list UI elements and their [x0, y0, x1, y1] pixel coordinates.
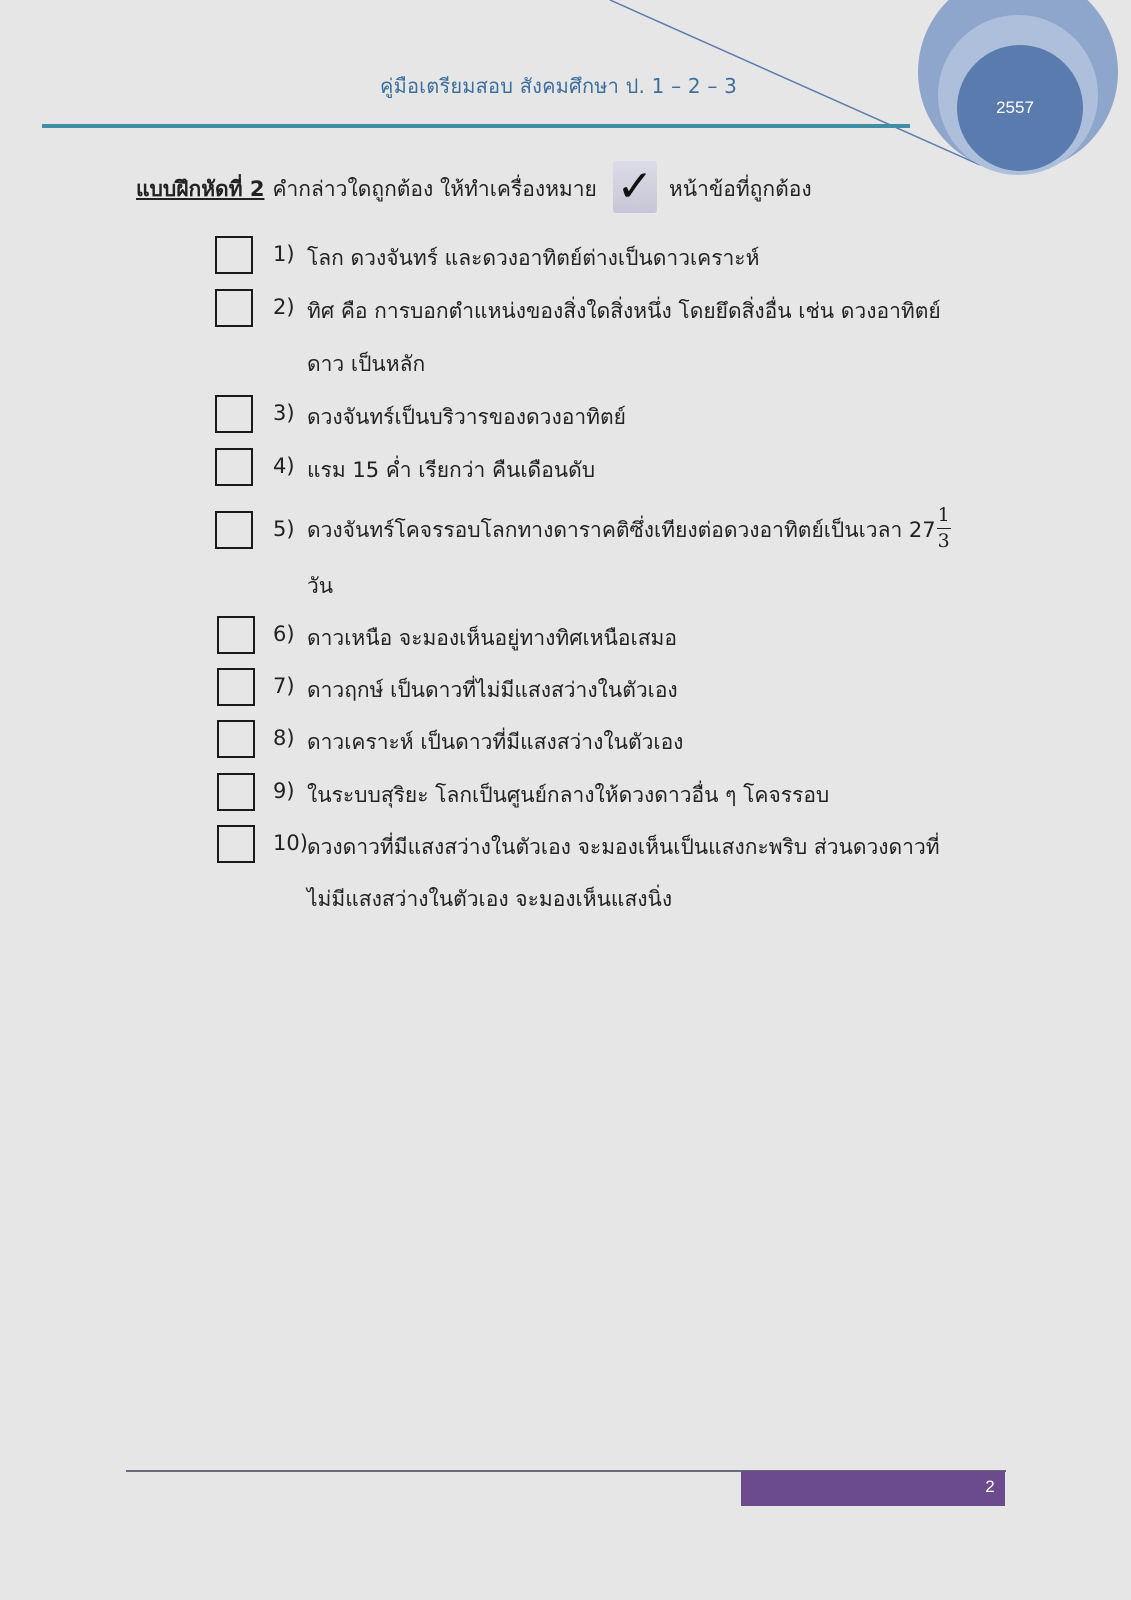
- item-text: ดวงดาวที่มีแสงสว่างในตัวเอง จะมองเห็นเป็นแสงกะพริบ ส่วนดวงดาวที่: [307, 835, 940, 859]
- answer-checkbox[interactable]: [217, 668, 255, 706]
- item-text: แรม 15 ค่ำ เรียกว่า คืนเดือนดับ: [307, 458, 596, 482]
- checkmark-symbol: ✓: [616, 161, 654, 212]
- fraction-denominator: 3: [937, 529, 950, 552]
- item-text: ในระบบสุริยะ โลกเป็นศูนย์กลางให้ดวงดาวอื่น ๆ โคจรรอบ: [307, 783, 830, 807]
- item-number: 9): [273, 779, 295, 803]
- item-number: 2): [273, 295, 295, 319]
- answer-checkbox[interactable]: [215, 511, 253, 549]
- header-title: คู่มือเตรียมสอบ สังคมศึกษา ป. 1 – 2 – 3: [380, 74, 738, 98]
- item-number: 10): [273, 831, 308, 855]
- item-number: 8): [273, 726, 295, 750]
- item-number: 3): [273, 401, 295, 425]
- checkmark-icon: [613, 161, 657, 213]
- item-number: 4): [273, 454, 295, 478]
- header-year: 2557: [996, 98, 1034, 117]
- answer-checkbox[interactable]: [215, 395, 253, 433]
- fraction: [937, 503, 951, 552]
- item-text: ดวงจันทร์โคจรรอบโลกทางดาราคติซึ่งเทียงต่อดวงอาทิตย์เป็นเวลา 27: [307, 517, 936, 542]
- answer-checkbox[interactable]: [217, 773, 255, 811]
- exercise-label: แบบฝึกหัดที่ 2: [136, 176, 265, 201]
- item-text-continued: ไม่มีแสงสว่างในตัวเอง จะมองเห็นแสงนิ่ง: [307, 887, 673, 911]
- answer-checkbox[interactable]: [217, 720, 255, 758]
- item-number: 1): [273, 242, 295, 266]
- item-number: 6): [273, 622, 295, 646]
- fraction-numerator: 1: [937, 506, 951, 529]
- exercise-instruction: [136, 163, 812, 215]
- item-text: ดาวฤกษ์ เป็นดาวที่ไม่มีแสงสว่างในตัวเอง: [307, 678, 678, 702]
- header-rule: [42, 124, 910, 128]
- instruction-text: คำกล่าวใดถูกต้อง ให้ทำเครื่องหมาย: [272, 176, 597, 201]
- instruction-suffix: หน้าข้อที่ถูกต้อง: [668, 176, 812, 201]
- item-text: ดาวเหนือ จะมองเห็นอยู่ทางทิศเหนือเสมอ: [307, 626, 677, 650]
- item-text: ดวงจันทร์เป็นบริวารของดวงอาทิตย์: [307, 405, 626, 429]
- answer-checkbox[interactable]: [215, 236, 253, 274]
- item-text: ทิศ คือ การบอกตำแหน่งของสิ่งใดสิ่งหนึ่ง โดยยึดสิ่งอื่น เช่น ดวงอาทิตย์: [307, 299, 941, 323]
- answer-checkbox[interactable]: [217, 825, 255, 863]
- item-text: ดาวเคราะห์ เป็นดาวที่มีแสงสว่างในตัวเอง: [307, 730, 684, 754]
- answer-checkbox[interactable]: [217, 616, 255, 654]
- answer-checkbox[interactable]: [215, 448, 253, 486]
- item-text-continued: วัน: [307, 574, 334, 598]
- item-text-row: [307, 500, 951, 560]
- answer-checkbox[interactable]: [215, 289, 253, 327]
- item-text: โลก ดวงจันทร์ และดวงอาทิตย์ต่างเป็นดาวเคราะห์: [307, 246, 760, 270]
- footer-bar: [741, 1471, 1005, 1506]
- page-number: 2: [985, 1477, 995, 1496]
- item-number: 7): [273, 674, 295, 698]
- item-text-continued: ดาว เป็นหลัก: [307, 352, 426, 376]
- item-number: 5): [273, 517, 295, 541]
